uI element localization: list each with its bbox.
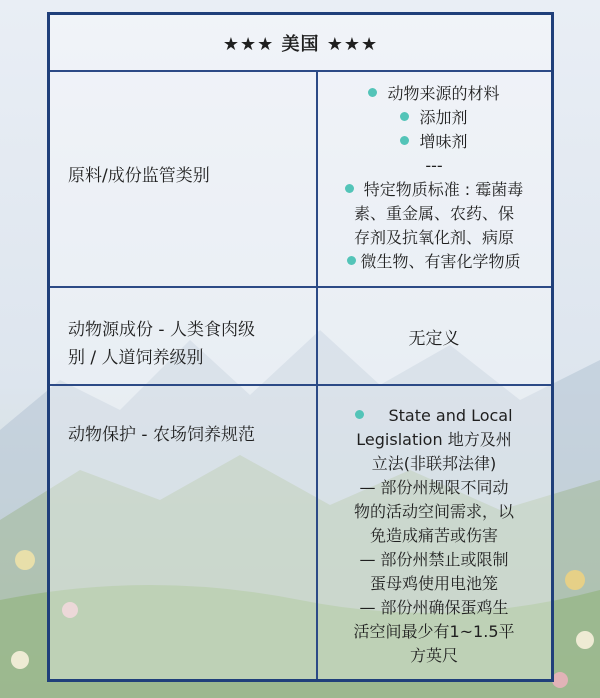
bullet-icon	[355, 410, 364, 419]
row-ingredient-category: 原料/成份监管类别	[68, 166, 210, 186]
row-divider	[50, 286, 551, 288]
row-ingredient-value	[320, 82, 548, 274]
bullet-icon	[400, 112, 409, 121]
row-animal-welfare-value: State and Local Legislation 地方及州 立法(非联邦法律) — 部份州规限不同动 物的活动空间需求，以 免造成痛苦或伤害 — 部份州禁止或限制 蛋母鸡使用电池笼 — 部份州确保蛋鸡生 活空间最少有1~1.5平 方英尺	[320, 404, 548, 668]
comparison-table	[47, 12, 554, 682]
separator: ---	[425, 156, 443, 175]
bullet-icon	[347, 256, 356, 265]
bullet-icon	[345, 184, 354, 193]
row-animal-source-value: 无定义	[408, 329, 460, 349]
bullet-icon	[368, 88, 377, 97]
detail-line: 存剂及抗氧化剂、病原	[353, 228, 514, 247]
bullet-icon	[400, 136, 409, 145]
list-item: 增味剂	[320, 130, 548, 154]
list-item: State and Local	[320, 404, 548, 428]
row-animal-source-category: 动物源成份 - 人类食肉级 别 / 人道饲养级别	[68, 320, 255, 368]
table-title: ★★★ 美国 ★★★	[50, 15, 551, 72]
detail-line: 素、重金属、农药、保	[353, 204, 514, 223]
list-item: 特定物质标准 : 霉菌毒	[320, 178, 548, 202]
list-item: 添加剂	[320, 106, 548, 130]
column-divider	[316, 70, 318, 679]
list-item: 动物来源的材料	[320, 82, 548, 106]
row-animal-welfare-category: 动物保护 - 农场饲养规范	[68, 425, 255, 445]
list-item: 微生物、有害化学物质	[320, 250, 548, 274]
row-divider	[50, 384, 551, 386]
